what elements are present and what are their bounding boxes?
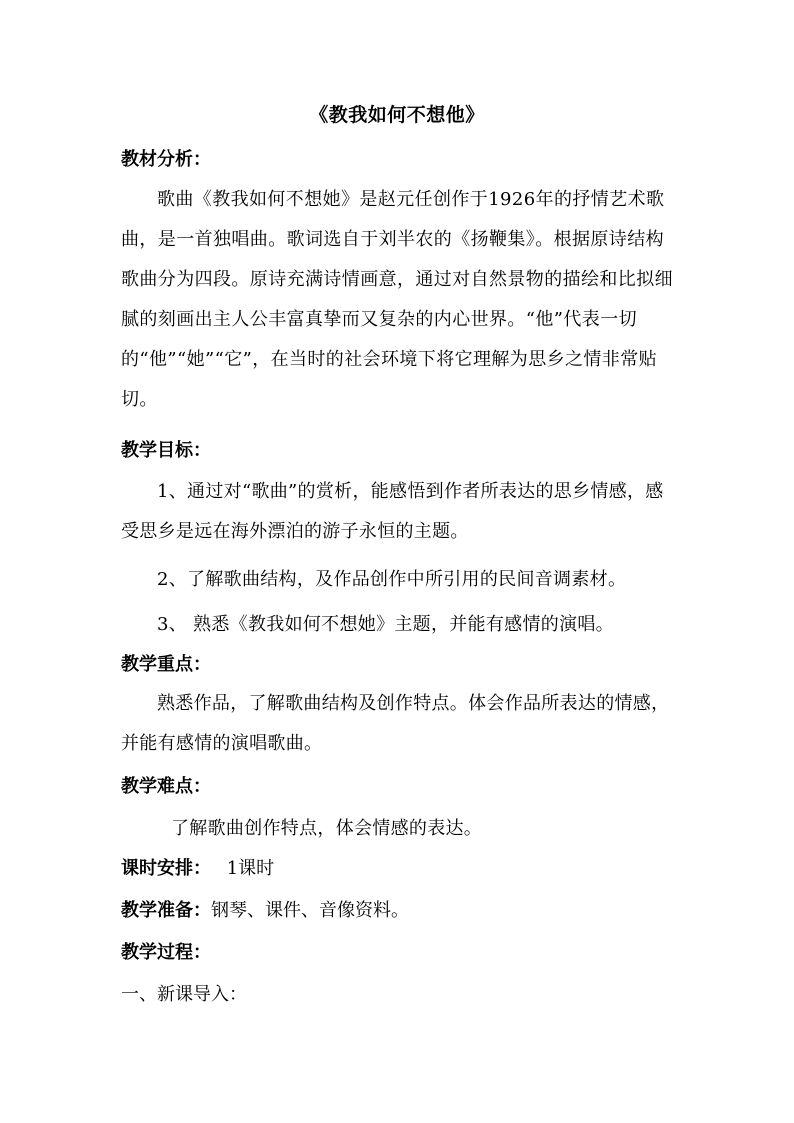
preparation-value: 钢琴、课件、音像资料。 bbox=[211, 900, 409, 921]
schedule-label: 课时安排： bbox=[121, 858, 211, 879]
key-points-heading: 教学重点： bbox=[121, 654, 211, 675]
intro-heading: 一、新课导入： bbox=[121, 984, 247, 1005]
schedule-value: 1课时 bbox=[226, 858, 275, 879]
goal-item-3: 3、 熟悉《教我如何不想她》主题，并能有感情的演唱。 bbox=[157, 614, 614, 635]
preparation-label: 教学准备： bbox=[121, 900, 211, 921]
preparation-line bbox=[121, 896, 681, 926]
difficulty-paragraph: 了解歌曲创作特点，体会情感的表达。 bbox=[171, 818, 483, 839]
analysis-paragraph: 歌曲《教我如何不想她》是赵元任创作于1926年的抒情艺术歌曲，是一首独唱曲。歌词选自于刘半农的《扬鞭集》。根据原诗结构歌曲分为四段。原诗充满诗情画意，通过对自然景物的描绘和比拟细腻的刻画出主人公丰富真挚而又复杂的内心世界。“他”代表一切的“他”“她”“它”，在当时的社会环境下将它理解为思乡之情非常贴切。 bbox=[121, 189, 673, 410]
analysis-heading: 教材分析： bbox=[121, 149, 211, 170]
key-points-paragraph: 熟悉作品，了解歌曲结构及创作特点。体会作品所表达的情感，并能有感情的演唱歌曲。 bbox=[121, 693, 670, 754]
goal-item-2: 2、了解歌曲结构，及作品创作中所引用的民间音调素材。 bbox=[157, 569, 627, 590]
document-title: 《教我如何不想他》 bbox=[309, 104, 485, 126]
difficulty-heading: 教学难点： bbox=[121, 776, 211, 797]
process-heading: 教学过程： bbox=[121, 942, 211, 963]
goals-heading: 教学目标： bbox=[121, 440, 211, 461]
goal-item-1: 1、通过对“歌曲”的赏析，能感悟到作者所表达的思乡情感，感受思乡是远在海外漂泊的游子永恒的主题。 bbox=[121, 481, 664, 542]
schedule-line bbox=[121, 854, 681, 884]
